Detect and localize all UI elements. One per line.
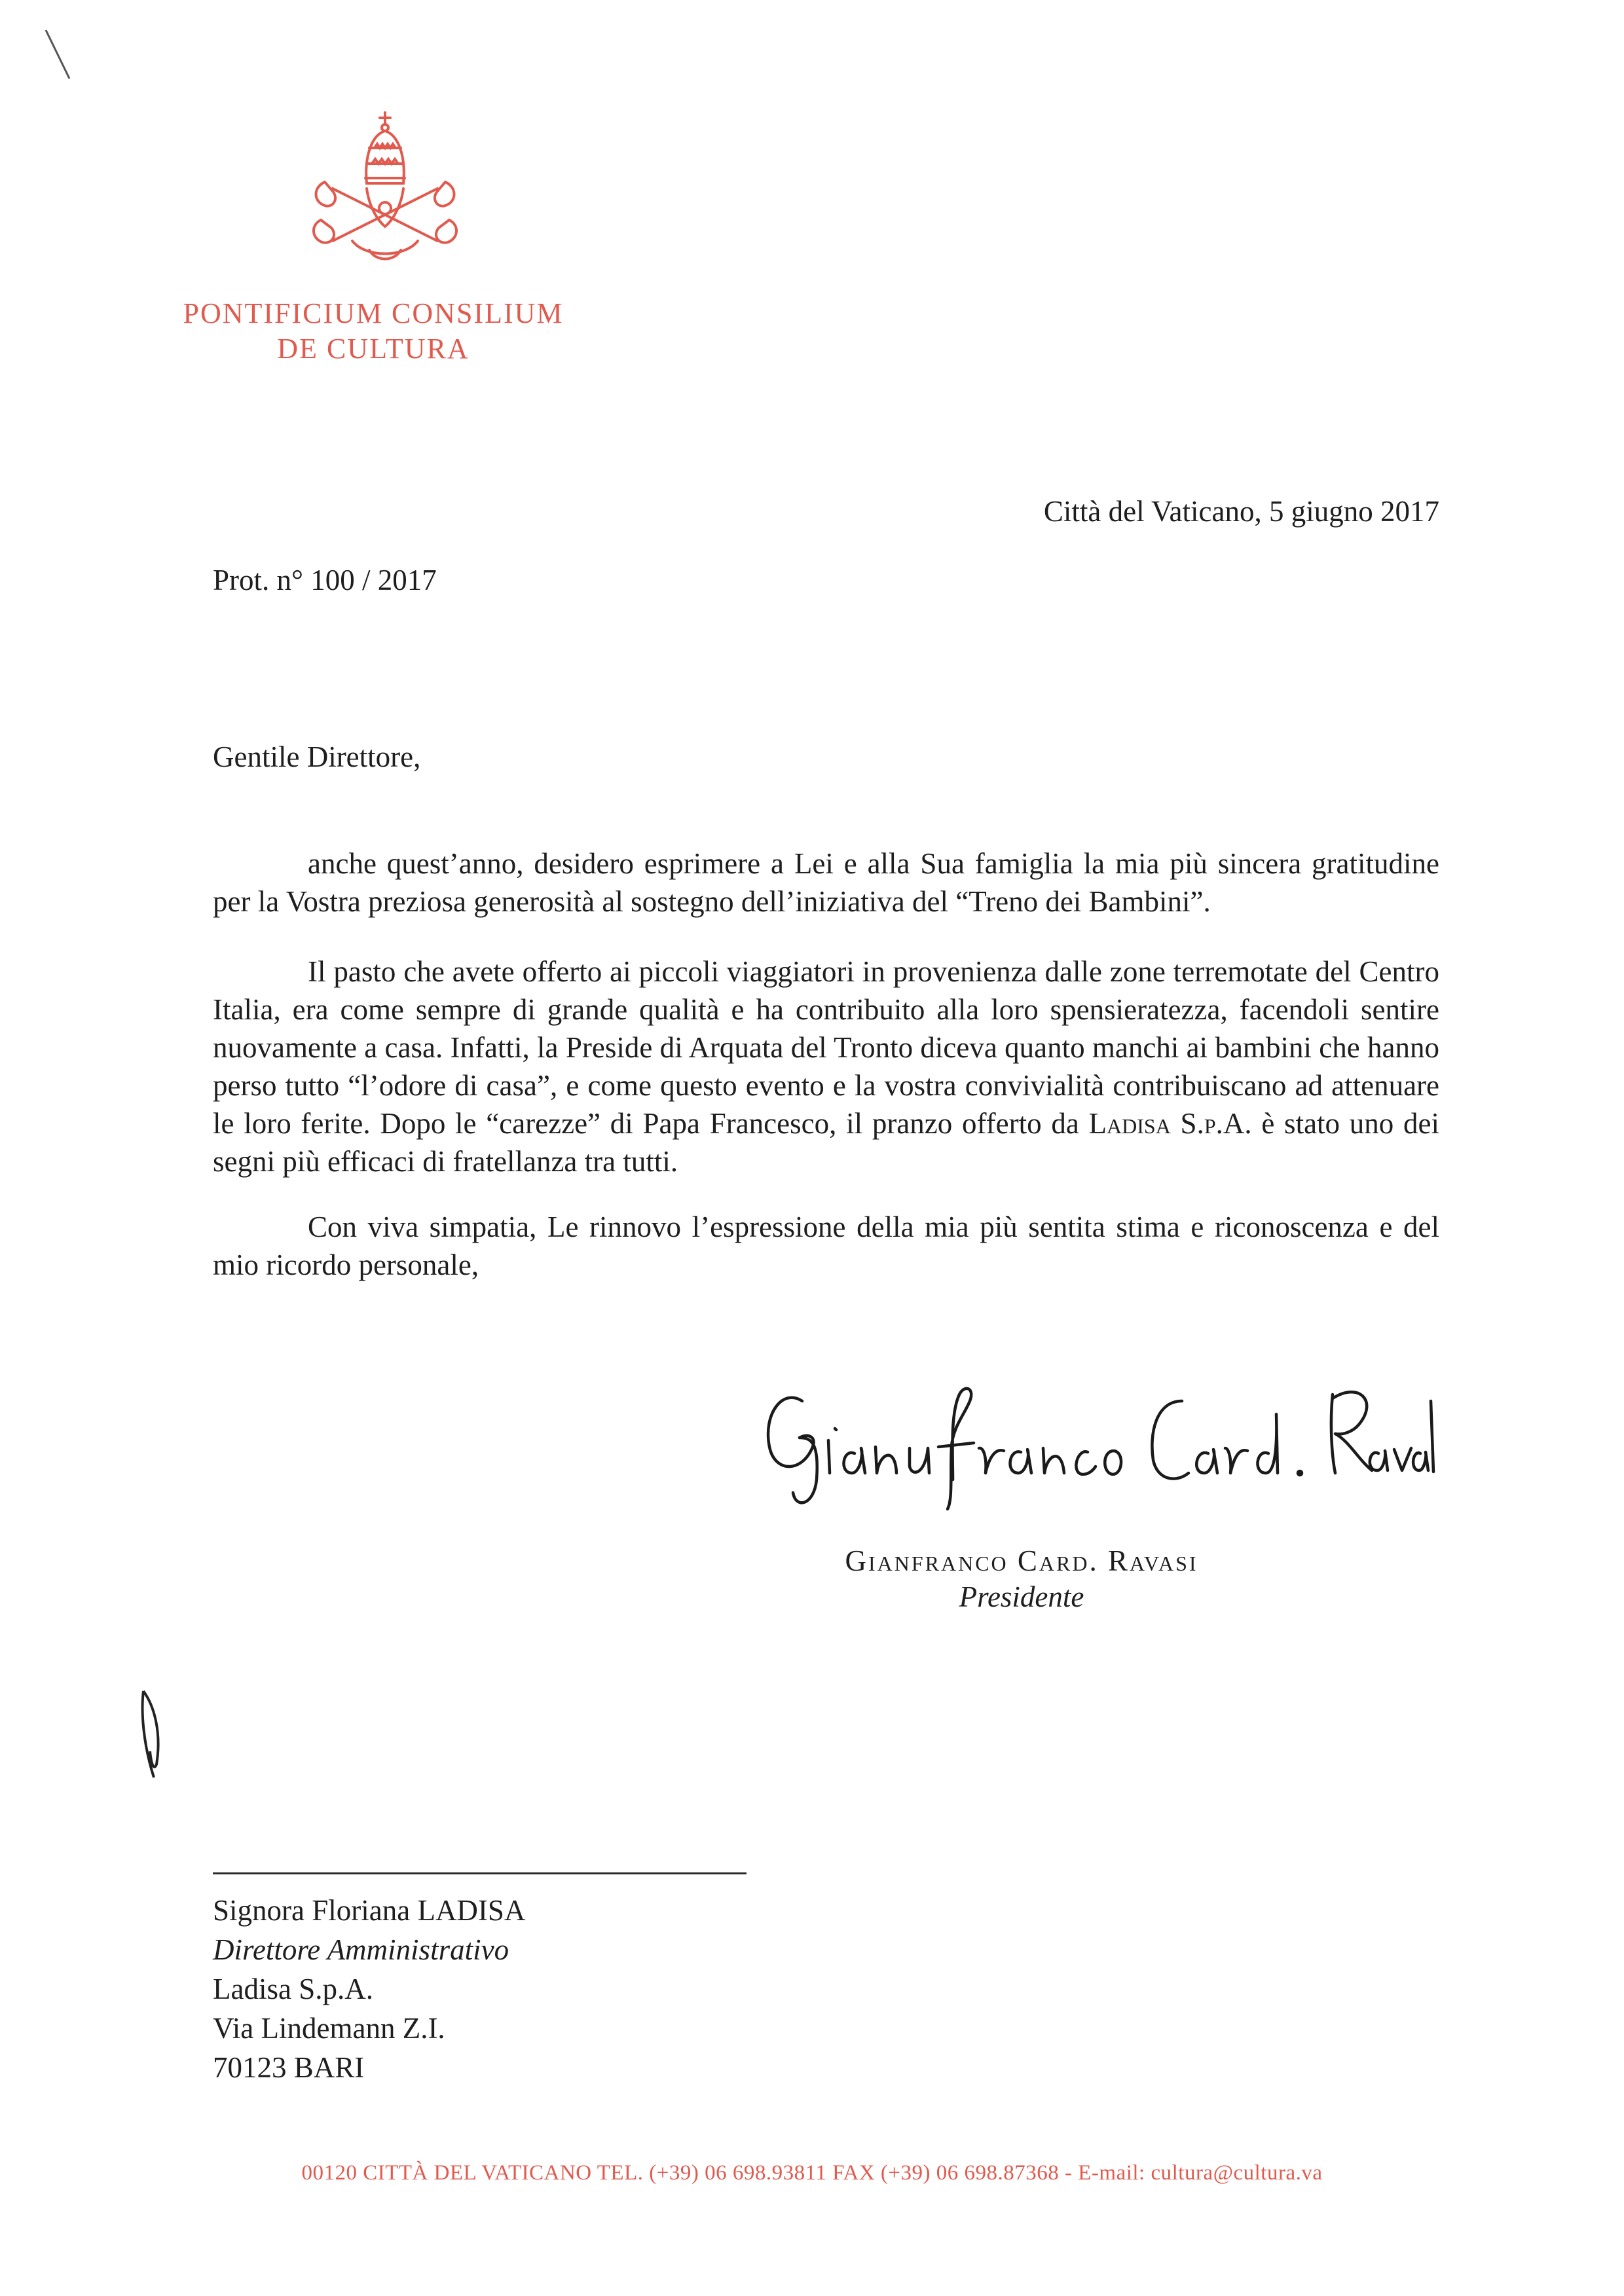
- paragraph-3-text: Con viva simpatia, Le rinnovo l’espressione della mia più sentita stima e riconoscenza e del mio ricordo personale,: [213, 1211, 1439, 1281]
- recipient-address: [213, 1891, 525, 2087]
- signatory-name: Gianfranco Card. Ravasi: [845, 1544, 1198, 1577]
- paragraph-2-end: è stato uno dei segni più efficaci di fratellanza tra tutti.: [213, 1107, 1439, 1178]
- org-line-1: PONTIFICIUM CONSILIUM: [183, 297, 564, 329]
- paragraph-1-text: anche quest’anno, desidero esprimere a Lei e alla Sua famiglia la mia più sincera gratitudine per la Vostra preziosa generosità al sostegno dell’iniziativa del “Treno dei Bambini”.: [213, 847, 1439, 918]
- paragraph-2-text: [213, 953, 1439, 1180]
- pen-mark: [134, 1686, 174, 1784]
- recipient-street: Via Lindemann Z.I.: [213, 2012, 445, 2045]
- papal-tiara-crossed-keys-icon: [306, 110, 464, 267]
- salutation: Gentile Direttore,: [213, 740, 421, 773]
- recipient-role: Direttore Amministrativo: [213, 1933, 509, 1966]
- scan-mark: [41, 26, 80, 85]
- company-name-inline: Ladisa S.p.A.: [1088, 1107, 1252, 1140]
- paragraph-1: [213, 845, 1439, 920]
- handwritten-signature: [756, 1375, 1437, 1512]
- letter-date: Città del Vaticano, 5 giugno 2017: [1043, 495, 1439, 528]
- org-line-2: DE CULTURA: [277, 333, 470, 365]
- signatory-role: Presidente: [959, 1580, 1084, 1613]
- organization-name: [144, 296, 602, 367]
- recipient-city: 70123 BARI: [213, 2051, 365, 2084]
- letterhead-footer: 00120 CITTÀ DEL VATICANO TEL. (+39) 06 698.93811 FAX (+39) 06 698.87368 - E-mail: cultura@cultura.va: [301, 2161, 1323, 2185]
- protocol-number: Prot. n° 100 / 2017: [213, 564, 437, 596]
- recipient-company: Ladisa S.p.A.: [213, 1973, 373, 2005]
- paragraph-2-start: Il pasto che avete offerto ai piccoli viaggiatori in provenienza dalle zone terremotate del Centro Italia, era come sempre di grande qualità e ha contribuito alla loro spensieratezza, facendoli sentire nuovamente a casa. Infatti, la Preside di Arquata del Tronto diceva quanto manchi ai bambini che hanno perso tutto “l’odore di casa”, e come questo evento e la vostra convivialità contribuiscano ad attenuare le loro ferite. Dopo le “carezze” di Papa Francesco, il pranzo offerto da: [213, 955, 1439, 1140]
- recipient-name: Signora Floriana LADISA: [213, 1894, 526, 1927]
- paragraph-2: [213, 953, 1439, 1180]
- recipient-divider: [213, 1872, 747, 1874]
- paragraph-3: [213, 1208, 1439, 1284]
